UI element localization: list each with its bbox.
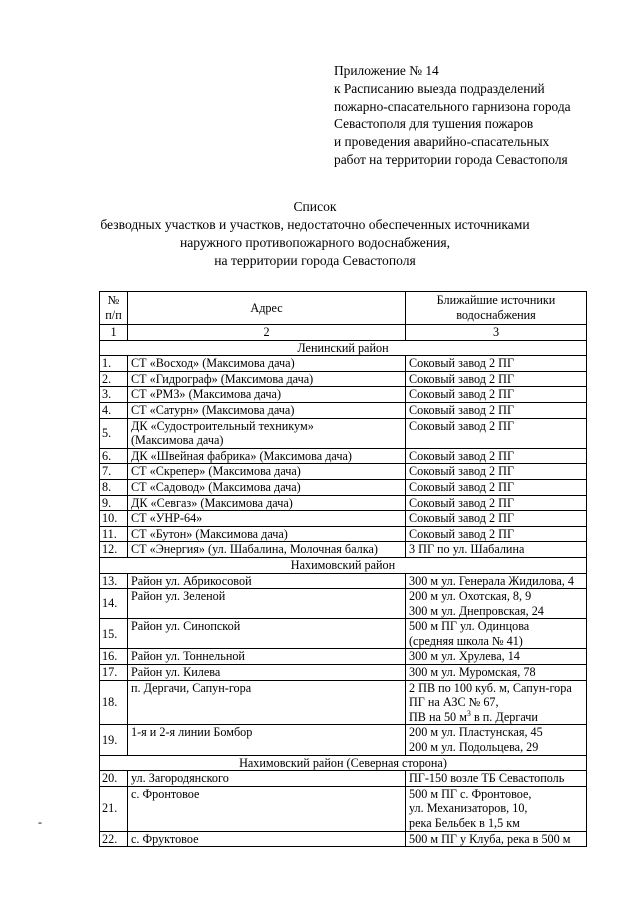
row-number: 5. — [100, 418, 128, 448]
index-cell: 1 — [100, 325, 128, 341]
row-address — [128, 573, 406, 589]
address-line: СТ «Гидрограф» (Максимова дача) — [131, 371, 314, 386]
row-number: 11. — [100, 526, 128, 542]
table-row — [100, 511, 587, 527]
row-address — [128, 542, 406, 558]
header-address: Адрес — [128, 292, 406, 325]
row-source — [406, 573, 587, 589]
source-line: Соковый завод 2 ПГ — [409, 495, 515, 510]
source-line: Соковый завод 2 ПГ — [409, 371, 515, 386]
row-number: 6. — [100, 448, 128, 464]
address-line: ДК «Севгаз» (Максимова дача) — [131, 495, 293, 510]
header-sources-line: водоснабжения — [456, 308, 536, 322]
address-line: (Максимова дача) — [131, 433, 224, 448]
appendix-line: Севастополя для тушения пожаров — [334, 116, 534, 132]
row-number: 8. — [100, 479, 128, 495]
row-address — [128, 725, 406, 755]
row-number: 1. — [100, 356, 128, 372]
table-row — [100, 387, 587, 403]
address-line: СТ «Скрепер» (Максимова дача) — [131, 464, 301, 479]
row-number: 4. — [100, 402, 128, 418]
row-address — [128, 418, 406, 448]
row-address — [128, 526, 406, 542]
row-source — [406, 371, 587, 387]
source-line: Соковый завод 2 ПГ — [409, 387, 515, 402]
address-line: 1-я и 2-я линии Бомбор — [131, 725, 253, 740]
address-line: с. Фруктовое — [131, 831, 199, 846]
row-address — [128, 589, 406, 619]
cubic-superscript: 3 — [466, 708, 471, 718]
title-line: Список — [293, 199, 337, 214]
row-source — [406, 771, 587, 787]
row-source — [406, 402, 587, 418]
address-line: СТ «РМЗ» (Максимова дача) — [131, 387, 282, 402]
source-line: ПГ на АЗС № 67, — [409, 695, 499, 710]
row-address — [128, 479, 406, 495]
header-sources-line: Ближайшие источники — [436, 293, 556, 308]
row-source — [406, 479, 587, 495]
header-num-line: п/п — [105, 308, 122, 322]
row-source — [406, 448, 587, 464]
row-source — [406, 418, 587, 448]
row-source — [406, 786, 587, 831]
appendix-line: и проведения аварийно-спасательных — [334, 134, 550, 150]
address-line: СТ «Сатурн» (Максимова дача) — [131, 402, 295, 417]
address-line: ДК «Судостроительный техникум» — [131, 418, 314, 433]
row-source — [406, 725, 587, 755]
address-line: СТ «Садовод» (Максимова дача) — [131, 479, 301, 494]
row-source — [406, 589, 587, 619]
row-address — [128, 495, 406, 511]
section-title: Нахимовский район (Северная сторона) — [100, 755, 587, 771]
source-line: ПВ на 50 $м^3$ в п. Дергачи — [409, 708, 538, 724]
table-row — [100, 649, 587, 665]
address-line: СТ «Бутон» (Максимова дача) — [131, 526, 288, 541]
row-number: 13. — [100, 573, 128, 589]
table-row — [100, 665, 587, 681]
section-title: Нахимовский район — [100, 557, 587, 573]
table-row — [100, 448, 587, 464]
row-address — [128, 356, 406, 372]
section-row — [100, 557, 587, 573]
address-line: СТ «УНР-64» — [131, 511, 203, 526]
header-sources — [406, 292, 587, 325]
table-row — [100, 402, 587, 418]
document-title — [0, 198, 630, 270]
row-number: 3. — [100, 387, 128, 403]
table-row — [100, 371, 587, 387]
row-address — [128, 387, 406, 403]
title-line: на территории города Севастополя — [214, 253, 416, 268]
table-row — [100, 573, 587, 589]
row-number: 12. — [100, 542, 128, 558]
source-line: ул. Механизаторов, 10, — [409, 801, 528, 816]
index-cell: 2 — [128, 325, 406, 341]
row-source — [406, 680, 587, 725]
source-line: (средняя школа № 41) — [409, 633, 523, 648]
row-number: 15. — [100, 619, 128, 649]
row-address — [128, 771, 406, 787]
row-source — [406, 665, 587, 681]
source-line: Соковый завод 2 ПГ — [409, 479, 515, 494]
row-source — [406, 495, 587, 511]
table-row — [100, 479, 587, 495]
table-row — [100, 418, 587, 448]
index-cell: 3 — [406, 325, 587, 341]
source-line: 200 м ул. Подольцева, 29 — [409, 740, 539, 755]
row-address — [128, 464, 406, 480]
row-number: 7. — [100, 464, 128, 480]
source-line: 200 м ул. Охотская, 8, 9 — [409, 589, 532, 604]
source-line: Соковый завод 2 ПГ — [409, 356, 515, 371]
row-source — [406, 511, 587, 527]
source-line: 200 м ул. Пластунская, 45 — [409, 725, 543, 740]
header-num — [100, 292, 128, 325]
row-number: 10. — [100, 511, 128, 527]
address-line: СТ «Восход» (Максимова дача) — [131, 356, 295, 371]
row-number: 19. — [100, 725, 128, 755]
source-line: Соковый завод 2 ПГ — [409, 402, 515, 417]
appendix-line: Приложение № 14 — [334, 63, 439, 78]
address-line: Район ул. Абрикосовой — [131, 573, 252, 588]
address-line: ДК «Швейная фабрика» (Максимова дача) — [131, 448, 352, 463]
header-num-line: № — [107, 293, 120, 308]
source-line: 2 ПВ по 100 куб. м, Сапун-гора — [409, 680, 572, 695]
table-body — [100, 340, 587, 847]
table-header-row — [100, 292, 587, 325]
row-number: 21. — [100, 786, 128, 831]
table-row — [100, 619, 587, 649]
address-line: Район ул. Зеленой — [131, 589, 226, 604]
address-line: Район ул. Синопской — [131, 619, 241, 634]
address-line: с. Фронтовое — [131, 786, 200, 801]
row-source — [406, 831, 587, 847]
row-source — [406, 526, 587, 542]
table-row — [100, 542, 587, 558]
table-row — [100, 464, 587, 480]
source-line: 300 м ул. Муромская, 78 — [409, 665, 536, 680]
source-line: 3 ПГ по ул. Шабалина — [409, 542, 525, 557]
source-line: 300 м ул. Днепровская, 24 — [409, 603, 544, 618]
table-index-row — [100, 325, 587, 341]
appendix-line: работ на территории города Севастополя — [334, 151, 568, 167]
row-number: 17. — [100, 665, 128, 681]
row-number: 22. — [100, 831, 128, 847]
row-number: 9. — [100, 495, 128, 511]
section-row — [100, 340, 587, 356]
appendix-note — [334, 62, 624, 169]
table-row — [100, 356, 587, 372]
source-line: 500 м ПГ с. Фронтовое, — [409, 786, 532, 801]
address-line: Район ул. Тоннельной — [131, 649, 245, 664]
row-address — [128, 665, 406, 681]
row-number: 20. — [100, 771, 128, 787]
appendix-line: к Расписанию выезда подразделений — [334, 80, 545, 96]
table-row — [100, 786, 587, 831]
address-line: Район ул. Килева — [131, 665, 221, 680]
row-source — [406, 464, 587, 480]
source-line: Соковый завод 2 ПГ — [409, 418, 515, 433]
row-address — [128, 511, 406, 527]
row-address — [128, 402, 406, 418]
margin-mark: - — [38, 815, 42, 829]
table-row — [100, 495, 587, 511]
water-supply-table — [99, 291, 587, 847]
address-line: СТ «Энергия» (ул. Шабалина, Молочная балка) — [131, 542, 378, 557]
source-line: 500 м ПГ у Клуба, река в 500 м — [409, 831, 571, 846]
table-row — [100, 680, 587, 725]
row-source — [406, 542, 587, 558]
table-row — [100, 771, 587, 787]
source-line: Соковый завод 2 ПГ — [409, 448, 515, 463]
table-row — [100, 526, 587, 542]
row-number: 14. — [100, 589, 128, 619]
section-title: Ленинский район — [100, 340, 587, 356]
source-line: 500 м ПГ ул. Одинцова — [409, 619, 530, 634]
row-address — [128, 371, 406, 387]
appendix-line: пожарно-спасательного гарнизона города — [334, 98, 571, 114]
section-row — [100, 755, 587, 771]
address-line: ул. Загородянского — [131, 771, 229, 786]
source-line: 300 м ул. Хрулева, 14 — [409, 649, 520, 664]
row-address — [128, 448, 406, 464]
row-number: 18. — [100, 680, 128, 725]
row-source — [406, 619, 587, 649]
title-line: наружного противопожарного водоснабжения, — [179, 235, 451, 250]
address-line: п. Дергачи, Сапун-гора — [131, 680, 252, 695]
row-address — [128, 786, 406, 831]
source-line: река Бельбек в 1,5 км — [409, 816, 520, 830]
row-address — [128, 680, 406, 725]
row-source — [406, 387, 587, 403]
row-number: 2. — [100, 371, 128, 387]
table-row — [100, 589, 587, 619]
row-source — [406, 356, 587, 372]
row-address — [128, 649, 406, 665]
table-row — [100, 725, 587, 755]
row-address — [128, 831, 406, 847]
source-line: Соковый завод 2 ПГ — [409, 464, 515, 479]
title-line: безводных участков и участков, недостаточно обеспеченных источниками — [100, 217, 530, 232]
source-line: ПГ-150 возле ТБ Севастополь — [409, 771, 565, 786]
row-number: 16. — [100, 649, 128, 665]
row-source — [406, 649, 587, 665]
source-line: Соковый завод 2 ПГ — [409, 526, 515, 541]
row-address — [128, 619, 406, 649]
table-row — [100, 831, 587, 847]
source-line: Соковый завод 2 ПГ — [409, 511, 515, 526]
source-line: 300 м ул. Генерала Жидилова, 4 — [409, 573, 574, 588]
